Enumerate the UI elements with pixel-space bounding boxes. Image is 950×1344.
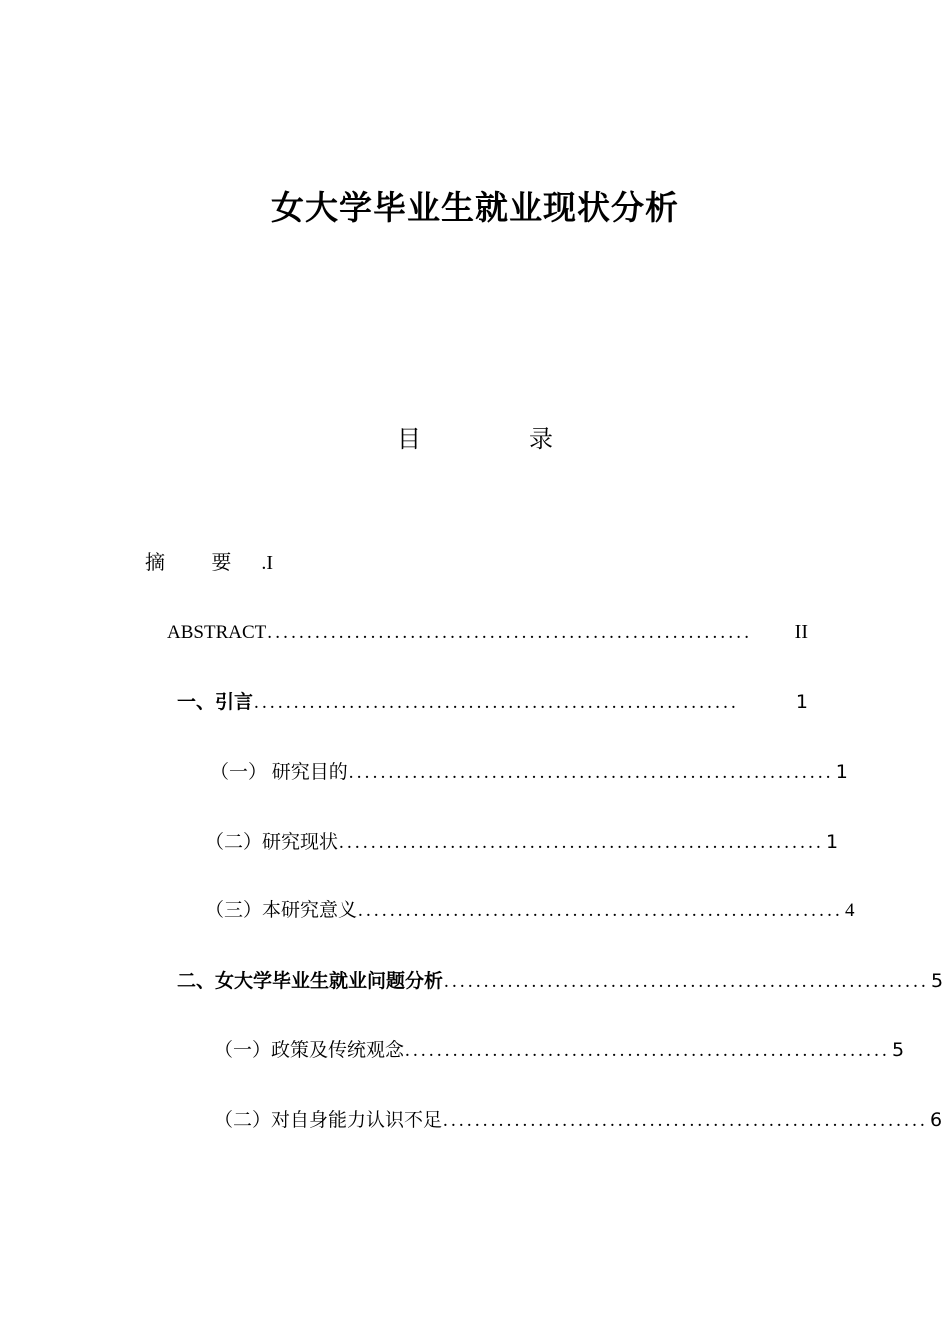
toc-entry-policy-tradition[interactable]	[214, 1033, 905, 1067]
toc-entry-page: 4	[844, 900, 855, 921]
toc-entry-label: （一）政策及传统观念	[214, 1040, 405, 1061]
toc-entry-introduction[interactable]	[177, 685, 808, 719]
toc-entry-research-status[interactable]	[205, 825, 839, 859]
toc-heading: 目 录	[397, 425, 595, 453]
toc-entry-label: 二、女大学毕业生就业问题分析	[177, 970, 444, 992]
toc-leader-dots: .............................................................	[443, 1110, 928, 1131]
toc-entry-label: 摘 要	[145, 550, 252, 574]
toc-entry-label: 一、引言	[177, 691, 254, 713]
document-title: 女大学毕业生就业现状分析	[271, 188, 679, 227]
toc-entry-page: 6	[929, 1109, 943, 1131]
toc-entry-self-ability[interactable]	[214, 1103, 943, 1137]
toc-leader-dots: .............................................................	[254, 692, 739, 713]
toc-entry-page: 1	[795, 691, 808, 713]
toc-entry-page: 5	[930, 970, 944, 992]
toc-leader-dots: .............................................................	[267, 622, 753, 643]
toc-leader-dots: .............................................................	[444, 971, 929, 992]
toc-entry-page: II	[794, 621, 808, 643]
toc-entry-abstract[interactable]	[167, 615, 808, 649]
toc-leader-dots: .............................................................	[358, 900, 843, 921]
toc-entry-label: （一） 研究目的	[210, 762, 348, 783]
toc-entry-label: （三）本研究意义	[205, 900, 358, 921]
toc-entry-employment-analysis[interactable]	[177, 964, 944, 998]
toc-entry-dots: .	[261, 552, 267, 574]
toc-entry-research-significance[interactable]	[205, 894, 855, 928]
toc-entry-page: 1	[825, 831, 839, 853]
toc-leader-dots: .............................................................	[405, 1040, 890, 1061]
toc-entry-label: ABSTRACT	[167, 622, 267, 643]
toc-leader-dots: .............................................................	[348, 762, 834, 783]
toc-entry-label: （二）研究现状	[205, 832, 339, 853]
toc-entry-label: （二）对自身能力认识不足	[214, 1110, 443, 1131]
toc-entry-abstract-cn[interactable]	[145, 545, 273, 579]
toc-entry-page: I	[266, 552, 274, 574]
toc-entry-page: 1	[835, 761, 848, 783]
toc-entry-research-purpose[interactable]	[210, 755, 848, 789]
toc-leader-dots: .............................................................	[339, 832, 824, 853]
toc-entry-page: 5	[891, 1039, 905, 1061]
